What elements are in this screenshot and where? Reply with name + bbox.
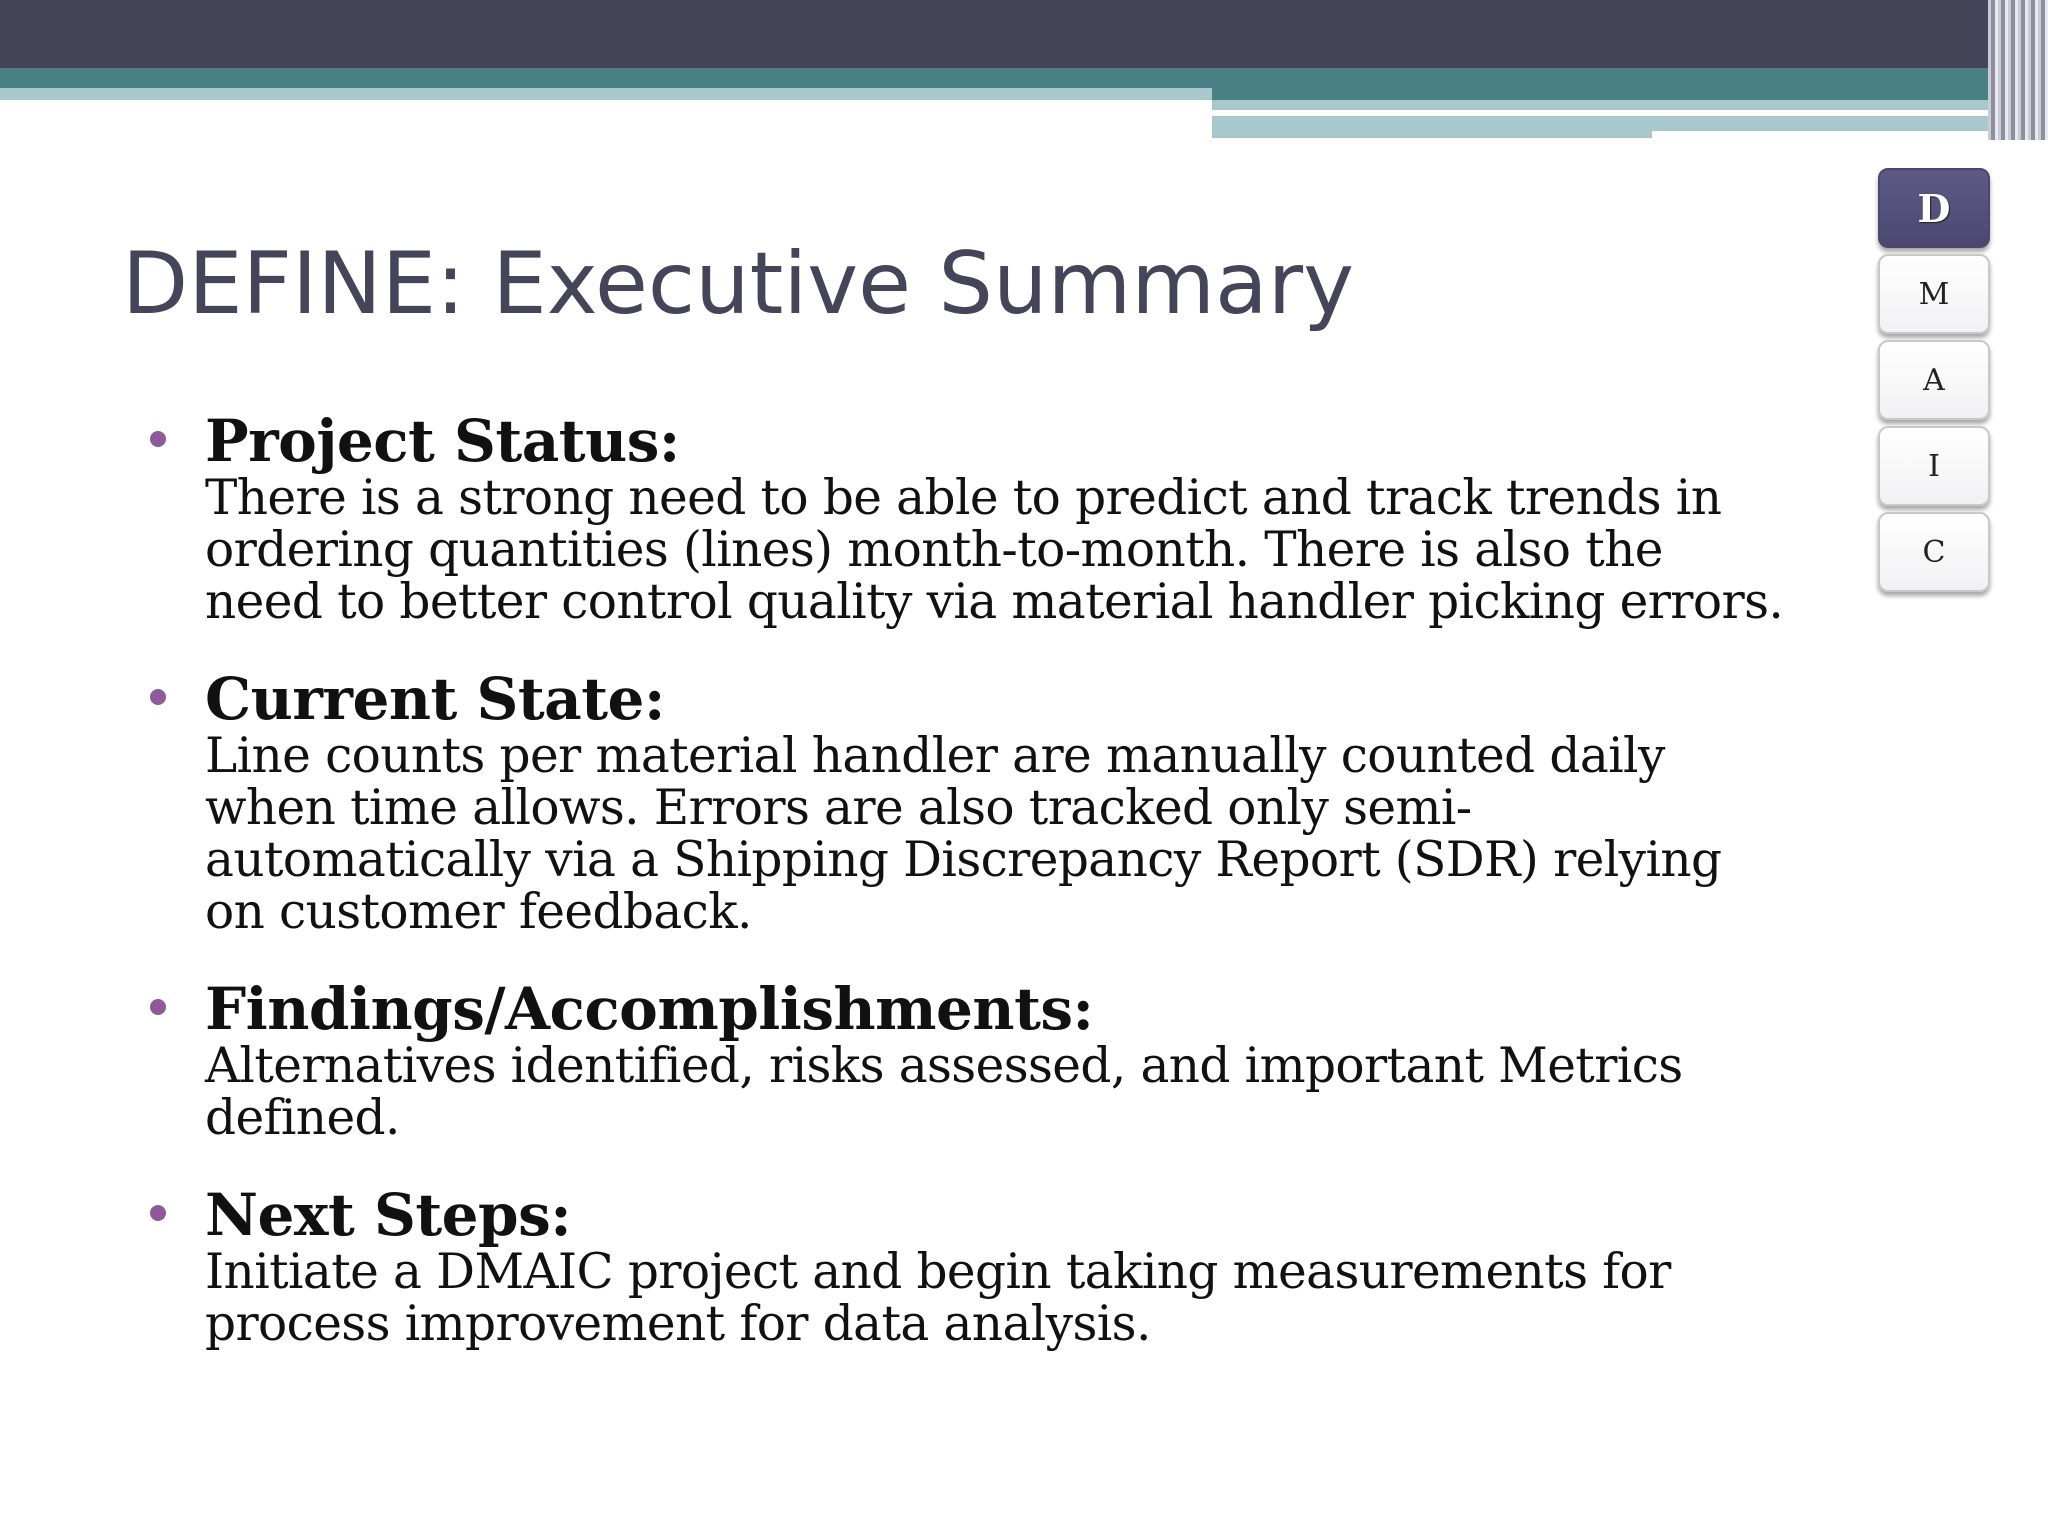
dmaic-tab-control[interactable]: C (1878, 512, 1990, 592)
bullet-findings (146, 975, 1786, 1146)
bullet-dot-icon (150, 689, 166, 705)
dmaic-tab-measure[interactable]: M (1878, 254, 1990, 334)
bullet-dot-icon (150, 1205, 166, 1221)
header-bar-teal-right (1212, 88, 2048, 100)
bullet-body: Initiate a DMAIC project and begin taking measurements for process improvement for data analysis. (205, 1244, 1671, 1352)
dmaic-tab-analyze[interactable]: A (1878, 340, 1990, 420)
header-bar-light-left (0, 88, 1212, 100)
header-bar-light-right (1212, 100, 2048, 110)
bullet-next-steps (146, 1181, 1786, 1352)
bullet-heading: Project Status: (205, 407, 680, 475)
header-bar-dark (0, 0, 2048, 68)
dmaic-tab-define[interactable]: D (1878, 168, 1990, 248)
slide-title: DEFINE: Executive Summary (122, 234, 1355, 334)
bullet-heading: Next Steps: (205, 1181, 572, 1249)
dmaic-tabs (1878, 168, 1994, 598)
dmaic-tab-improve[interactable]: I (1878, 426, 1990, 506)
bullet-list (146, 407, 1786, 1390)
bullet-heading: Findings/Accomplishments: (205, 975, 1094, 1043)
bullet-heading: Current State: (205, 665, 665, 733)
bullet-body: Alternatives identified, risks assessed, and important Metrics defined. (205, 1038, 1683, 1146)
bullet-project-status (146, 407, 1786, 630)
bullet-dot-icon (150, 431, 166, 447)
bullet-current-state (146, 665, 1786, 940)
bullet-body: Line counts per material handler are manually counted daily when time allows. Errors are also tracked only semi-automatically via a Shipping Discrepancy Report (SDR) relying on customer feedback. (205, 728, 1722, 940)
bullet-body: There is a strong need to be able to predict and track trends in ordering quantities (lines) month-to-month. There is also the need to better control quality via material handler picking errors. (205, 470, 1784, 630)
header-stripes (1988, 0, 2048, 140)
bullet-dot-icon (150, 999, 166, 1015)
header-bar-teal (0, 68, 2048, 88)
